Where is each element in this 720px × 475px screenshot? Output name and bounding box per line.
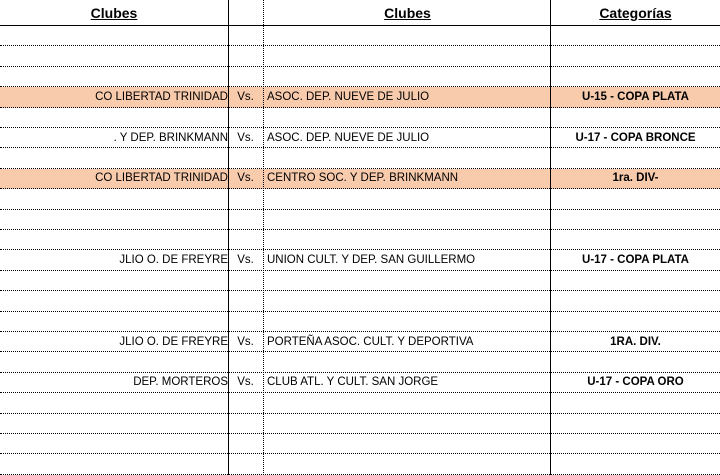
away-club-cell — [265, 454, 552, 473]
column-divider — [263, 0, 264, 475]
table-row — [0, 271, 720, 291]
away-club-cell: ASOC. DEP. NUEVE DE JULIO — [267, 131, 430, 144]
vs-cell — [228, 189, 263, 208]
vs-cell — [228, 230, 263, 249]
category-cell — [551, 67, 720, 86]
away-club-cell — [265, 434, 552, 453]
away-club-cell — [265, 230, 552, 249]
table-row — [0, 393, 720, 413]
home-club-cell — [0, 230, 228, 249]
away-club-cell: CENTRO SOC. Y DEP. BRINKMANN — [267, 172, 459, 185]
vs-cell — [228, 67, 263, 86]
away-club-cell — [265, 352, 552, 371]
vs-cell — [228, 210, 263, 229]
category-cell: 1RA. DIV. — [610, 335, 661, 348]
home-club-cell: . Y DEP. BRINKMANN — [113, 131, 228, 144]
category-cell: U-17 - COPA BRONCE — [575, 131, 696, 144]
vs-cell — [228, 434, 263, 453]
category-cell — [551, 46, 720, 65]
vs-cell — [228, 352, 263, 371]
table-row — [0, 108, 720, 128]
column-divider — [550, 0, 551, 475]
category-cell — [551, 454, 720, 473]
away-club-cell — [265, 312, 552, 331]
home-club-cell — [0, 393, 228, 412]
category-cell — [551, 210, 720, 229]
home-club-cell: CO LIBERTAD TRINIDAD — [95, 90, 228, 103]
table-row — [0, 46, 720, 66]
table-row — [0, 291, 720, 311]
table-row — [0, 434, 720, 454]
away-club-cell — [265, 108, 552, 127]
away-club-cell — [265, 414, 552, 433]
table-row — [0, 352, 720, 372]
home-club-cell — [0, 67, 228, 86]
home-club-cell: CO LIBERTAD TRINIDAD — [95, 172, 228, 185]
vs-cell — [228, 414, 263, 433]
home-club-cell — [0, 414, 228, 433]
table-row — [0, 169, 720, 189]
vs-cell — [228, 108, 263, 127]
home-club-cell — [0, 352, 228, 371]
home-club-cell — [0, 271, 228, 290]
vs-cell: Vs. — [237, 131, 254, 144]
header-vs — [228, 0, 263, 25]
vs-cell: Vs. — [237, 90, 254, 103]
home-club-cell — [0, 434, 228, 453]
away-club-cell — [265, 148, 552, 167]
header-home-clubs: Clubes — [90, 4, 138, 21]
header-categories: Categorías — [599, 4, 672, 21]
home-club-cell — [0, 148, 228, 167]
category-cell — [551, 148, 720, 167]
home-club-cell: JLIO O. DE FREYRE — [119, 254, 228, 267]
home-club-cell — [0, 26, 228, 45]
column-divider — [228, 0, 229, 475]
away-club-cell — [265, 393, 552, 412]
vs-cell: Vs. — [237, 172, 254, 185]
table-row — [0, 67, 720, 87]
home-club-cell — [0, 189, 228, 208]
away-club-cell: CLUB ATL. Y CULT. SAN JORGE — [267, 376, 439, 389]
category-cell — [551, 414, 720, 433]
home-club-cell — [0, 46, 228, 65]
vs-cell: Vs. — [237, 335, 254, 348]
home-club-cell — [0, 210, 228, 229]
table-row — [0, 230, 720, 250]
table-row — [0, 26, 720, 46]
vs-cell — [228, 291, 263, 310]
away-club-cell — [265, 271, 552, 290]
category-cell — [551, 291, 720, 310]
home-club-cell — [0, 312, 228, 331]
header-row — [0, 0, 720, 26]
away-club-cell — [265, 189, 552, 208]
vs-cell — [228, 148, 263, 167]
vs-cell: Vs. — [237, 376, 254, 389]
table-row — [0, 250, 720, 270]
category-cell: 1ra. DIV- — [612, 172, 659, 185]
away-club-cell — [265, 291, 552, 310]
table-row — [0, 332, 720, 352]
category-cell — [551, 271, 720, 290]
away-club-cell: ASOC. DEP. NUEVE DE JULIO — [267, 90, 430, 103]
away-club-cell — [265, 210, 552, 229]
home-club-cell — [0, 454, 228, 473]
category-cell — [551, 312, 720, 331]
vs-cell — [228, 26, 263, 45]
vs-cell — [228, 312, 263, 331]
vs-cell — [228, 393, 263, 412]
table-row — [0, 312, 720, 332]
vs-cell — [228, 454, 263, 473]
category-cell: U-17 - COPA ORO — [587, 376, 684, 389]
category-cell: U-17 - COPA PLATA — [582, 254, 689, 267]
category-cell — [551, 189, 720, 208]
vs-cell — [228, 271, 263, 290]
vs-cell: Vs. — [237, 254, 254, 267]
header-away-clubs: Clubes — [384, 4, 431, 21]
home-club-cell: DEP. MORTEROS — [133, 376, 228, 389]
away-club-cell: UNION CULT. Y DEP. SAN GUILLERMO — [267, 254, 476, 267]
home-club-cell — [0, 108, 228, 127]
category-cell — [551, 26, 720, 45]
away-club-cell: PORTEÑA ASOC. CULT. Y DEPORTIVA — [267, 335, 474, 348]
table-row — [0, 87, 720, 107]
table-row — [0, 128, 720, 148]
table-row — [0, 414, 720, 434]
category-cell: U-15 - COPA PLATA — [582, 90, 689, 103]
away-club-cell — [265, 26, 552, 45]
category-cell — [551, 230, 720, 249]
table-row — [0, 210, 720, 230]
table-row — [0, 373, 720, 393]
category-cell — [551, 352, 720, 371]
table-row — [0, 189, 720, 209]
away-club-cell — [265, 46, 552, 65]
home-club-cell — [0, 291, 228, 310]
category-cell — [551, 108, 720, 127]
table-row — [0, 148, 720, 168]
category-cell — [551, 434, 720, 453]
away-club-cell — [265, 67, 552, 86]
table-row — [0, 454, 720, 474]
category-cell — [551, 393, 720, 412]
home-club-cell: JLIO O. DE FREYRE — [119, 335, 228, 348]
vs-cell — [228, 46, 263, 65]
